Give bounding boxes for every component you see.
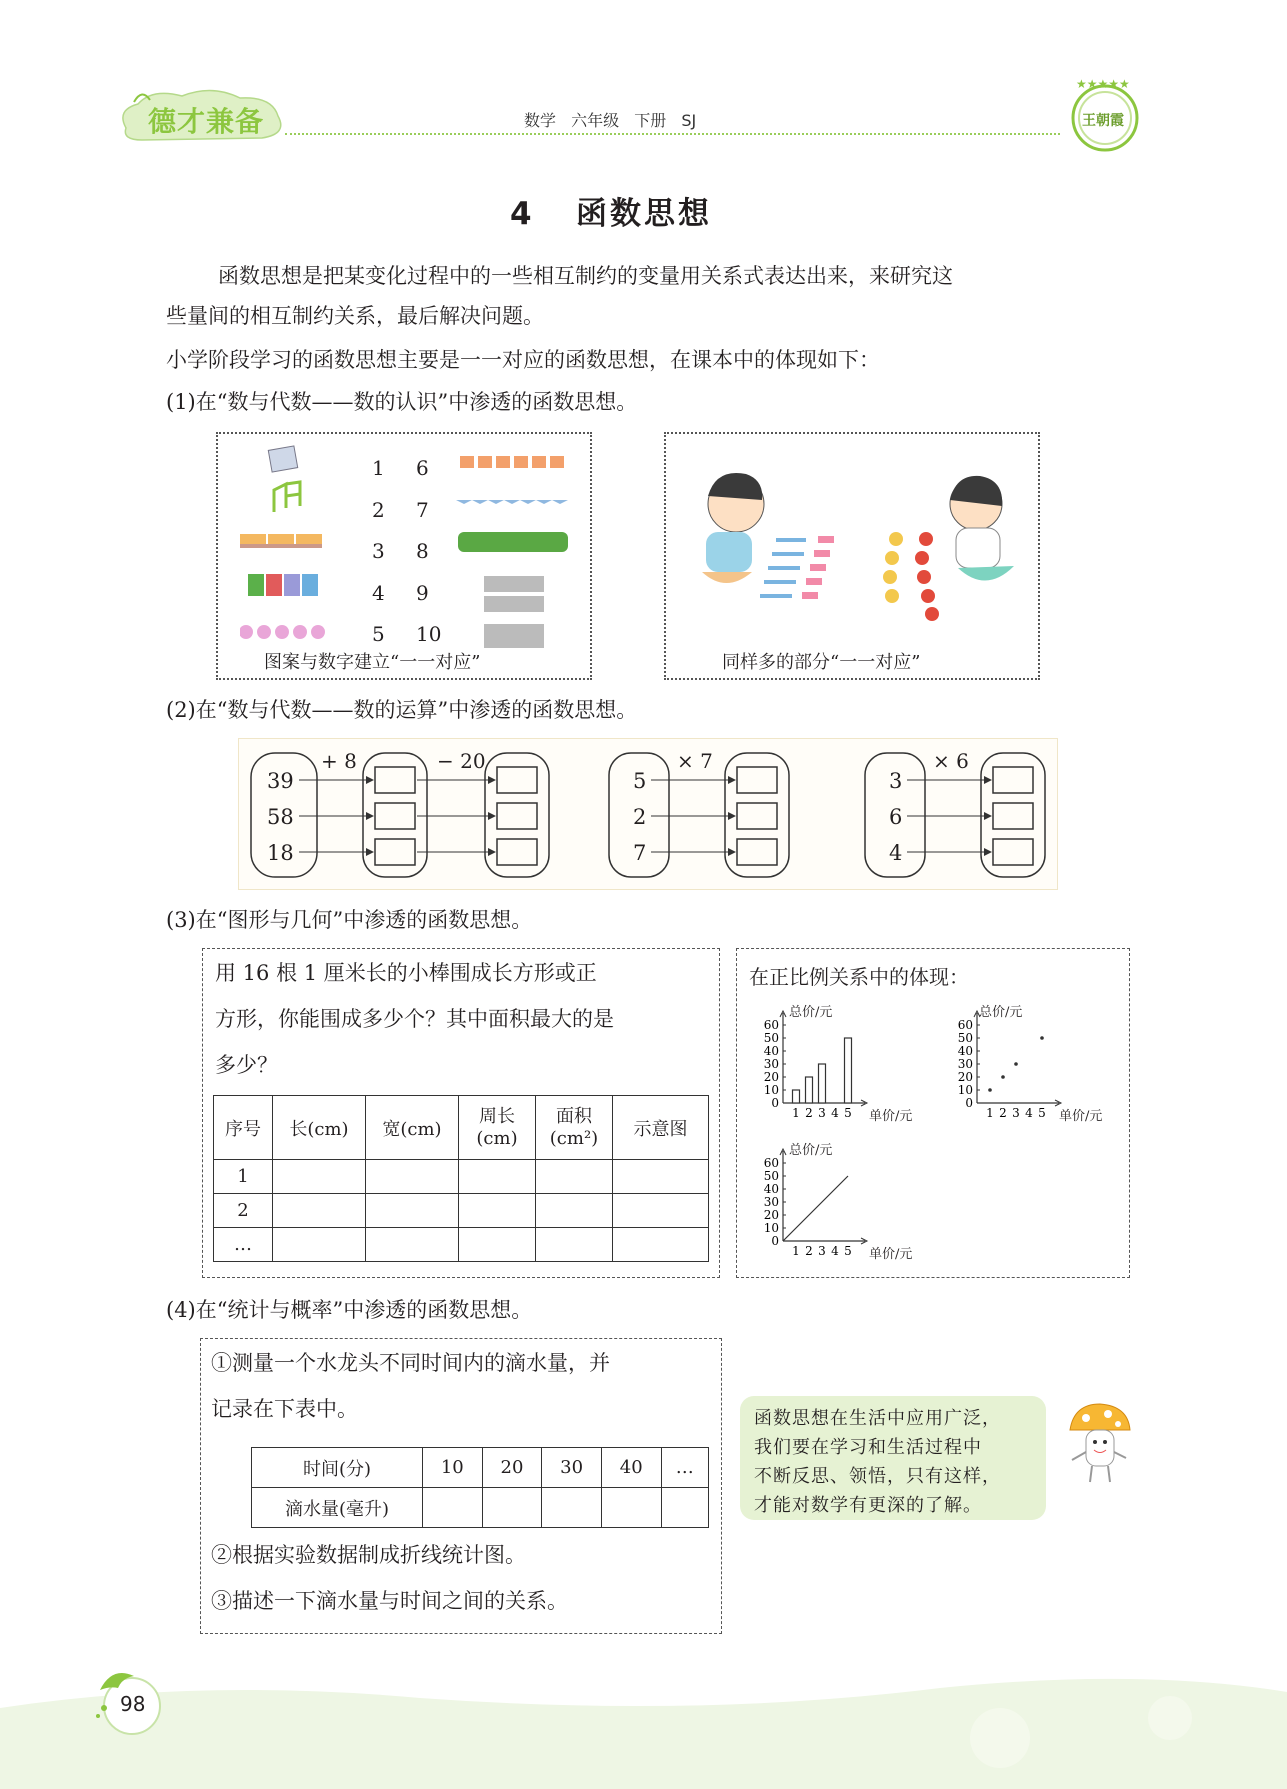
y-tick-label: 50 xyxy=(957,1031,973,1045)
row-index: 1 xyxy=(214,1160,273,1194)
statistics-box xyxy=(200,1338,722,1634)
x-tick-label: 1 xyxy=(986,1106,994,1120)
col2-n3: 8 xyxy=(416,539,429,563)
table-row xyxy=(214,1160,709,1194)
col2-n1: 6 xyxy=(416,456,429,480)
pencils-icon xyxy=(760,540,806,596)
children-illustration xyxy=(676,444,1030,644)
boy-icon xyxy=(702,473,764,583)
scatter-chart-xlabel: 单价/元 xyxy=(1059,1109,1103,1124)
y-tick-label: 0 xyxy=(965,1096,973,1110)
stat-step2: ②根据实验数据制成折线统计图。 xyxy=(211,1543,526,1567)
col2-n2: 7 xyxy=(416,497,429,522)
stat-step3: ③描述一下滴水量与时间之间的关系。 xyxy=(211,1589,568,1613)
y-tick-label: 30 xyxy=(763,1057,779,1071)
bar xyxy=(845,1038,852,1103)
geometry-line3: 多少？ xyxy=(215,1053,278,1077)
x-tick-label: 2 xyxy=(999,1106,1007,1120)
y-tick-label: 10 xyxy=(957,1083,973,1097)
table-row xyxy=(214,1194,709,1228)
tip-line2: 我们要在学习和生活过程中 xyxy=(754,1437,982,1458)
time-40: 40 xyxy=(601,1448,661,1488)
figure-children xyxy=(664,432,1040,680)
col2-n5: 10 xyxy=(416,622,442,646)
line-chart xyxy=(743,1143,933,1265)
page-title xyxy=(510,188,712,233)
rectangle-table xyxy=(213,1095,709,1262)
header-volume: 下册 xyxy=(634,111,667,130)
header-divider xyxy=(285,133,1060,135)
tip-line1: 函数思想在生活中应用广泛， xyxy=(754,1408,1001,1429)
col1-n1: 1 xyxy=(372,456,385,480)
geometry-box xyxy=(202,948,720,1278)
col1-n5: 5 xyxy=(372,622,385,646)
th-area xyxy=(536,1096,613,1160)
bar-chart-ylabel: 总价/元 xyxy=(789,1005,833,1020)
time-more: … xyxy=(661,1448,708,1488)
bar xyxy=(819,1064,826,1103)
y-tick-label: 60 xyxy=(957,1018,973,1032)
x-tick-label: 1 xyxy=(792,1244,800,1258)
trees-icon xyxy=(458,532,568,552)
intro-line2: 些量间的相互制约关系，最后解决问题。 xyxy=(166,304,544,328)
scatter-point xyxy=(1040,1036,1044,1040)
trash-bins-icon xyxy=(248,574,318,596)
th-length: 长(cm) xyxy=(273,1096,366,1160)
x-tick-label: 4 xyxy=(1025,1106,1033,1120)
section-3-heading: (3)在“图形与几何”中渗透的函数思想。 xyxy=(166,908,533,932)
flowers-icon xyxy=(240,625,325,639)
proportion-box xyxy=(736,948,1130,1278)
g1-inputs xyxy=(267,763,294,871)
g1-op2: − 20 xyxy=(437,749,486,773)
x-tick-label: 2 xyxy=(805,1106,813,1120)
x-tick-label: 2 xyxy=(805,1244,813,1258)
time-10: 10 xyxy=(423,1448,483,1488)
th-sketch: 示意图 xyxy=(613,1096,709,1160)
y-tick-label: 0 xyxy=(771,1234,779,1248)
y-tick-label: 50 xyxy=(763,1031,779,1045)
scatter-point xyxy=(988,1088,992,1092)
stat-step1-line2: 记录在下表中。 xyxy=(211,1397,358,1421)
tip-box xyxy=(740,1396,1046,1520)
y-tick-label: 60 xyxy=(763,1156,779,1170)
intro-line1: 函数思想是把某变化过程中的一些相互制约的变量用关系式表达出来，来研究这 xyxy=(218,264,953,288)
y-tick-label: 30 xyxy=(763,1195,779,1209)
header-meta xyxy=(524,108,696,131)
time-30: 30 xyxy=(542,1448,602,1488)
number-column-1 xyxy=(372,448,385,656)
x-tick-label: 1 xyxy=(792,1106,800,1120)
figure-mapping xyxy=(238,738,1058,890)
pattern-icons-right xyxy=(454,444,584,654)
bar xyxy=(793,1090,800,1103)
th-perimeter-label: 周长 xyxy=(479,1105,515,1127)
erasers-icon xyxy=(802,536,834,599)
scatter-point xyxy=(1014,1062,1018,1066)
g2-inputs xyxy=(633,763,646,871)
section-4-heading: (4)在“统计与概率”中渗透的函数思想。 xyxy=(166,1298,533,1322)
col1-n4: 4 xyxy=(372,580,385,605)
tip-line3: 不断反思、领悟，只有这样， xyxy=(754,1466,1001,1487)
title-number: 4 xyxy=(510,196,535,232)
header-subject: 数学 xyxy=(524,111,557,130)
th-width: 宽(cm) xyxy=(366,1096,459,1160)
row-index: 2 xyxy=(214,1194,273,1228)
y-tick-label: 20 xyxy=(957,1070,973,1084)
apples-icon xyxy=(915,532,939,621)
y-tick-label: 50 xyxy=(763,1169,779,1183)
time-label: 时间(分) xyxy=(252,1448,423,1488)
header-logo xyxy=(112,82,292,144)
y-tick-label: 40 xyxy=(957,1044,973,1058)
geometry-line2: 方形，你能围成多少个？其中面积最大的是 xyxy=(215,1007,614,1031)
y-tick-label: 0 xyxy=(771,1096,779,1110)
header-badge xyxy=(1066,76,1144,154)
tip-line4: 才能对数学有更深的了解。 xyxy=(754,1495,982,1516)
goalpost-icon xyxy=(274,482,300,512)
g3-in-2: 6 xyxy=(889,805,903,829)
g2-op: × 7 xyxy=(677,749,713,773)
th-area-label: 面积 xyxy=(556,1105,592,1127)
logo-text: 德才兼备 xyxy=(148,105,265,138)
header-grade: 六年级 xyxy=(571,111,620,130)
water-label: 滴水量(毫升) xyxy=(252,1488,423,1528)
y-tick-label: 40 xyxy=(763,1182,779,1196)
y-tick-label: 10 xyxy=(763,1221,779,1235)
g1-op1: + 8 xyxy=(321,749,357,773)
g1-in-2: 58 xyxy=(267,805,294,829)
bar-chart xyxy=(743,1005,933,1127)
th-index: 序号 xyxy=(214,1096,273,1160)
scatter-chart-ylabel: 总价/元 xyxy=(979,1005,1023,1020)
table-row xyxy=(214,1228,709,1262)
badge-text: 王朝霞 xyxy=(1082,113,1124,129)
scatter-point xyxy=(1001,1075,1005,1079)
g3-op: × 6 xyxy=(933,749,969,773)
x-tick-label: 3 xyxy=(1012,1106,1020,1120)
book-stack-icon xyxy=(268,446,297,472)
g1-in-1: 39 xyxy=(267,769,294,793)
y-tick-label: 10 xyxy=(763,1083,779,1097)
section-2-heading: (2)在“数与代数——数的运算”中渗透的函数思想。 xyxy=(166,698,638,722)
children-icon-group1 xyxy=(484,576,544,612)
series-line xyxy=(783,1176,848,1241)
g1-in-3: 18 xyxy=(267,841,294,865)
bar xyxy=(806,1077,813,1103)
number-column-2 xyxy=(416,448,441,656)
th-perimeter-unit: (cm) xyxy=(476,1127,518,1149)
potted-flowers-icon xyxy=(460,456,564,468)
figure1-left-caption: 图案与数字建立“一一对应” xyxy=(264,652,481,673)
g2-in-3: 7 xyxy=(633,841,647,865)
line-chart-ylabel: 总价/元 xyxy=(789,1143,833,1158)
birds-icon xyxy=(456,500,568,504)
x-tick-label: 3 xyxy=(818,1106,826,1120)
y-tick-label: 30 xyxy=(957,1057,973,1071)
x-tick-label: 5 xyxy=(1038,1106,1046,1120)
stat-step1-line1: ①测量一个水龙头不同时间内的滴水量，并 xyxy=(211,1351,610,1375)
header-edition: SJ xyxy=(681,111,697,130)
footer-wave xyxy=(0,1668,1287,1789)
x-tick-label: 5 xyxy=(844,1106,852,1120)
time-20: 20 xyxy=(482,1448,542,1488)
desks-icon xyxy=(240,534,322,548)
y-tick-label: 20 xyxy=(763,1208,779,1222)
x-tick-label: 3 xyxy=(818,1244,826,1258)
g2-in-1: 5 xyxy=(633,769,647,793)
g3-in-3: 4 xyxy=(889,841,903,865)
water-table xyxy=(251,1447,709,1528)
title-text: 函数思想 xyxy=(575,196,712,232)
geometry-line1: 用 16 根 1 厘米长的小棒围成长方形或正 xyxy=(215,961,597,985)
y-tick-label: 60 xyxy=(763,1018,779,1032)
proportion-title: 在正比例关系中的体现： xyxy=(749,965,969,989)
svg-text:★★★★★: ★★★★★ xyxy=(1076,77,1130,91)
girl-icon xyxy=(950,476,1014,581)
scatter-chart xyxy=(937,1005,1127,1127)
bar-chart-xlabel: 单价/元 xyxy=(869,1109,913,1124)
y-tick-label: 40 xyxy=(763,1044,779,1058)
line-chart-xlabel: 单价/元 xyxy=(869,1247,913,1262)
g3-inputs xyxy=(889,763,902,871)
th-perimeter xyxy=(459,1096,536,1160)
pears-icon xyxy=(883,532,903,603)
x-tick-label: 5 xyxy=(844,1244,852,1258)
g3-in-1: 3 xyxy=(889,769,903,793)
col2-n4: 9 xyxy=(416,580,429,605)
figure1-right-caption: 同样多的部分“一一对应” xyxy=(722,652,921,673)
x-tick-label: 4 xyxy=(831,1244,839,1258)
col1-n3: 3 xyxy=(372,539,385,563)
th-area-unit: (cm²) xyxy=(549,1127,599,1149)
page-number: 98 xyxy=(120,1692,146,1716)
section-1-heading: (1)在“数与代数——数的认识”中渗透的函数思想。 xyxy=(166,390,638,414)
children-icon-group2 xyxy=(484,624,544,648)
intro-line3: 小学阶段学习的函数思想主要是一一对应的函数思想，在课本中的体现如下： xyxy=(166,348,880,372)
y-tick-label: 20 xyxy=(763,1070,779,1084)
col1-n2: 2 xyxy=(372,497,385,522)
row-index: … xyxy=(214,1228,273,1262)
x-tick-label: 4 xyxy=(831,1106,839,1120)
g2-in-2: 2 xyxy=(633,805,647,829)
mushroom-mascot-icon xyxy=(1064,1400,1134,1490)
pattern-icons xyxy=(240,442,340,652)
figure-pattern-number xyxy=(216,432,592,680)
